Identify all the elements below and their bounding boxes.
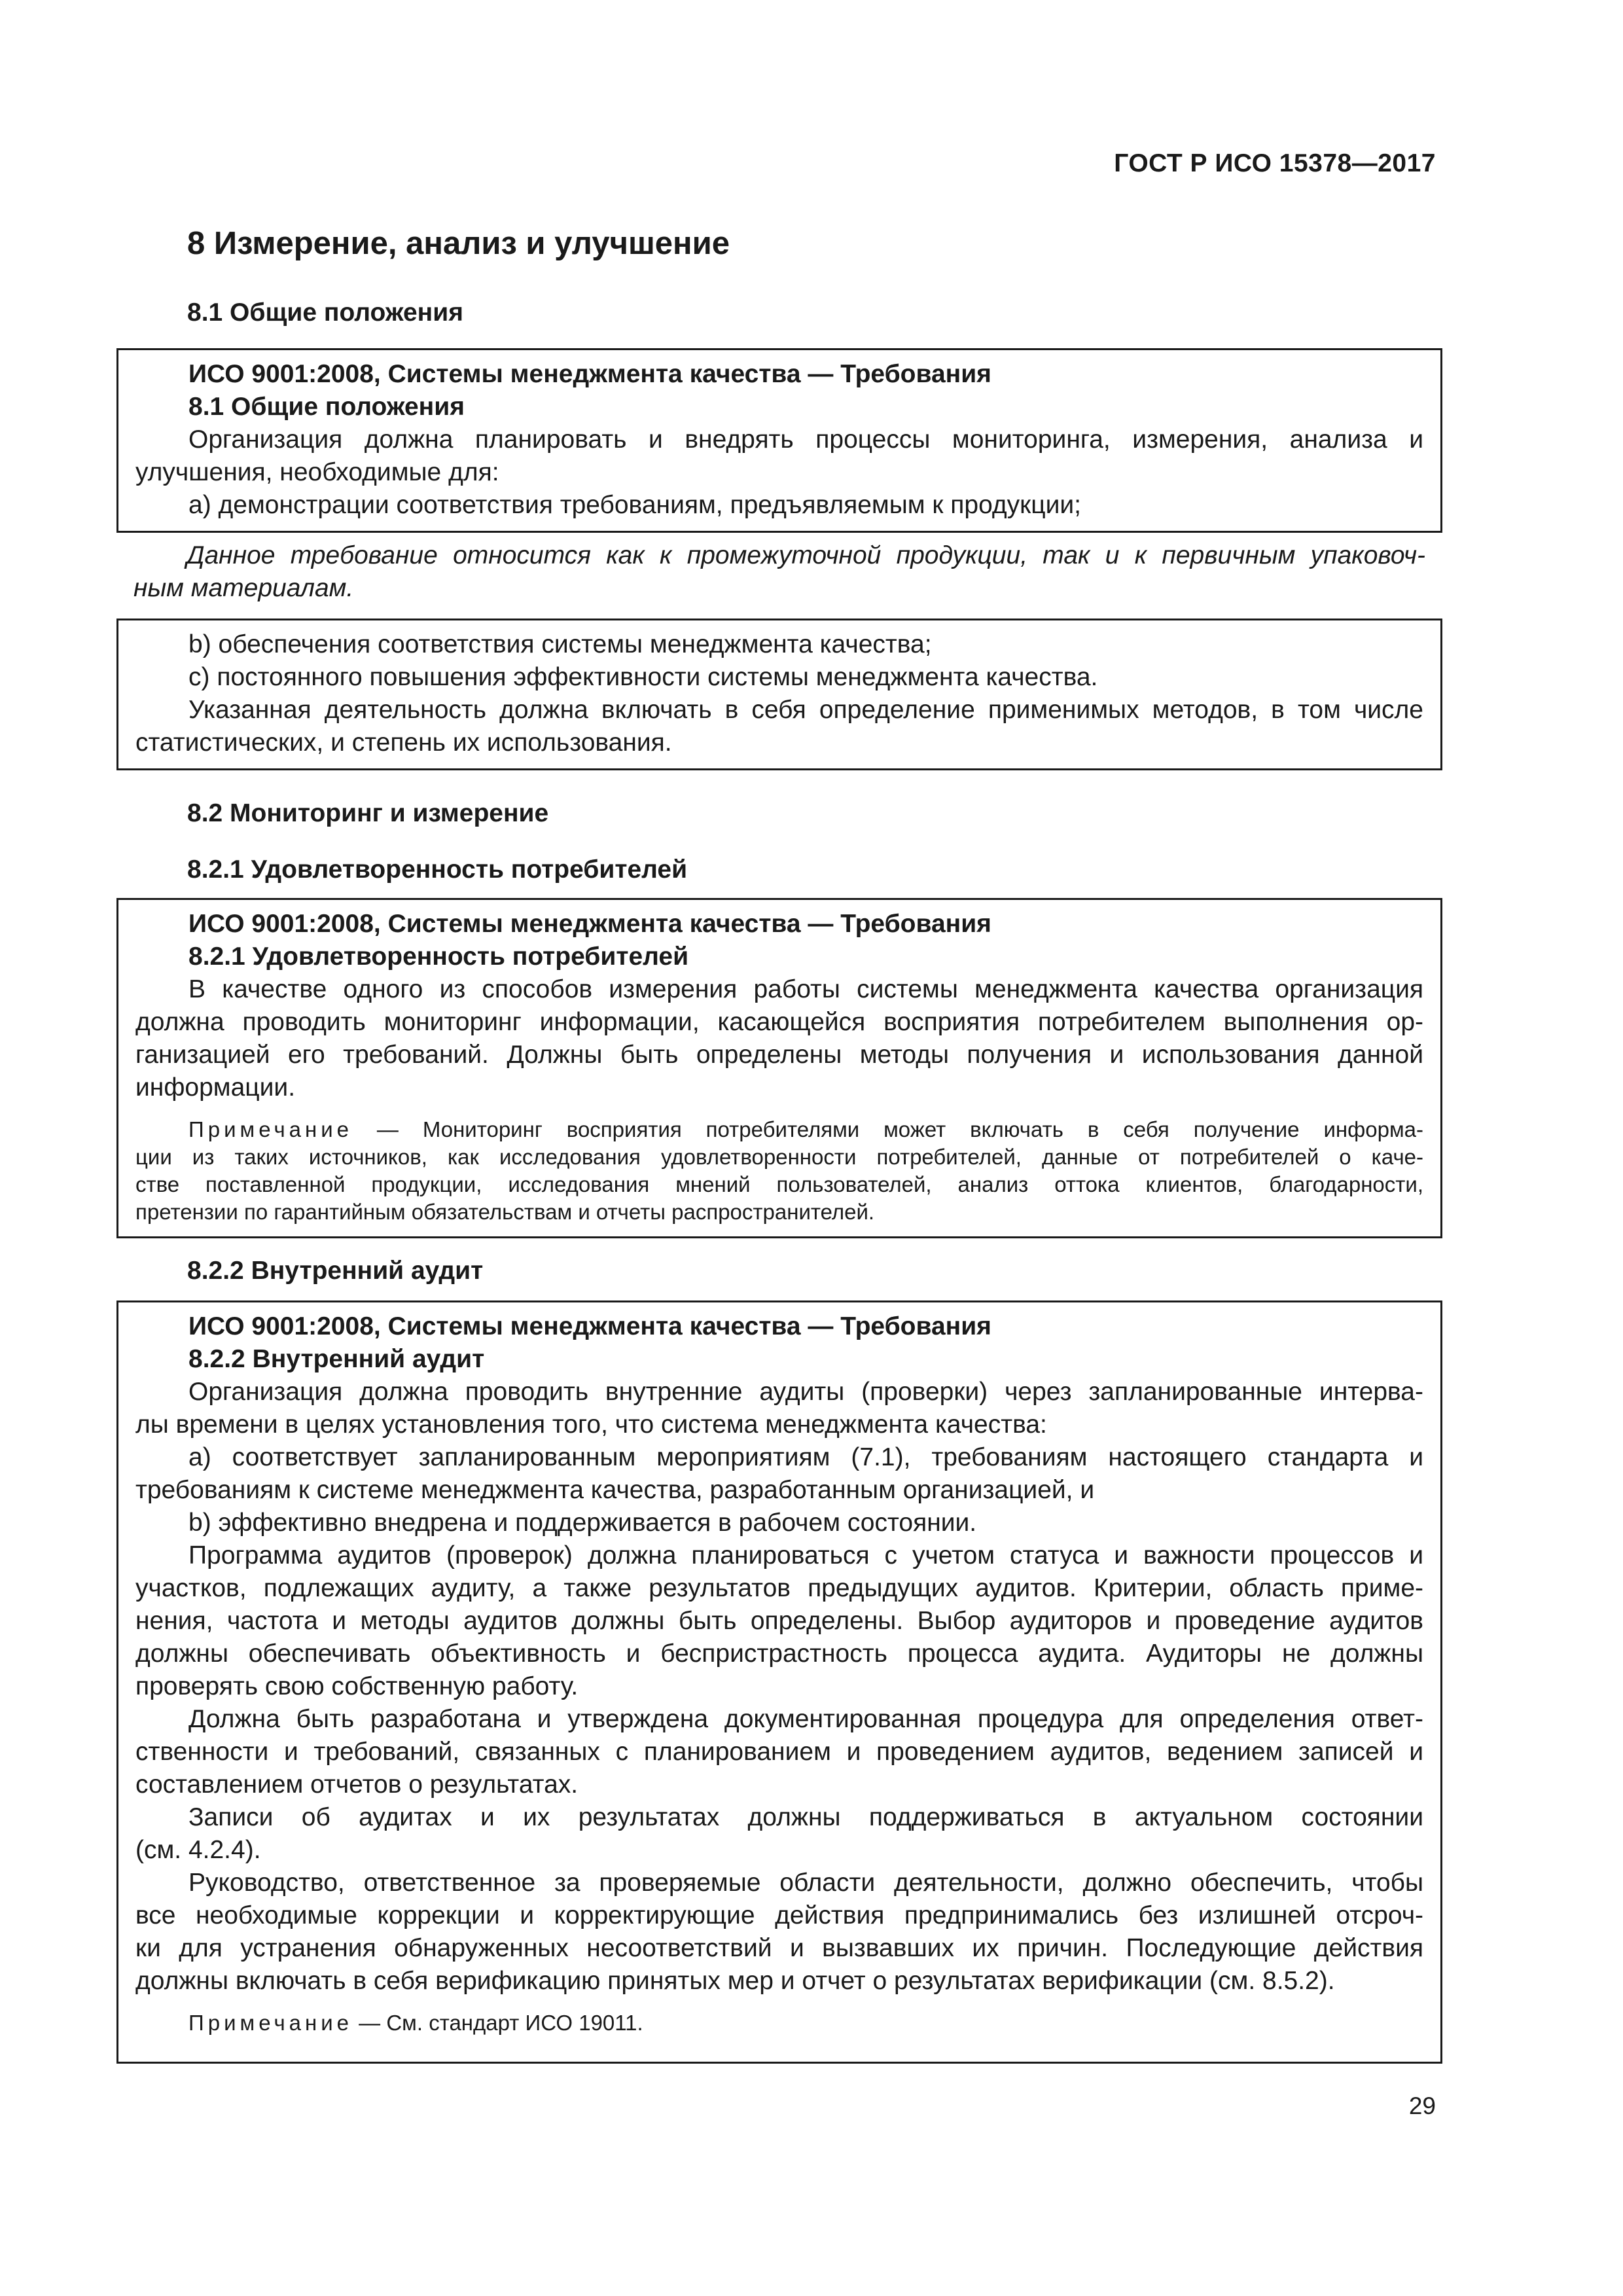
quote-paragraph-line: участков, подлежащих аудиту, а также результатов предыдущих аудитов. Критерии, область приме- — [135, 1574, 1423, 1602]
quote-paragraph-line: Указанная деятельность должна включать в себя определение применимых методов, в том числе — [188, 696, 1423, 724]
quote-heading: 8.2.2 Внутренний аудит — [188, 1345, 485, 1373]
quote-paragraph-line: должна проводить мониторинг информации, касающейся восприятия потребителем выполнения ор- — [135, 1008, 1423, 1036]
quote-box-8-2-2 — [116, 1300, 1442, 2064]
note-line — [135, 2009, 1423, 2037]
quote-paragraph-line: (см. 4.2.4). — [135, 1836, 261, 1864]
subsection-heading-8-2-2: 8.2.2 Внутренний аудит — [187, 1257, 484, 1285]
note-line — [135, 1116, 1423, 1143]
quote-paragraph-line: Организация должна проводить внутренние аудиты (проверки) через запланированные интерва- — [188, 1378, 1423, 1406]
note-text: — См. стандарт ИСО 19011. — [353, 2011, 643, 2035]
note-label: Примечание — [188, 2011, 353, 2035]
quote-paragraph-line: нения, частота и методы аудитов должны быть определены. Выбор аудиторов и проведение аудитов — [135, 1607, 1423, 1635]
quote-paragraph-line: требованиям к системе менеджмента качества, разработанным организацией, и — [135, 1476, 1095, 1504]
note-line: ции из таких источников, как исследования удовлетворенности потребителей, данные от потребителей о каче- — [135, 1145, 1423, 1169]
note-label: Примечание — [188, 1117, 353, 1141]
quote-source: ИСО 9001:2008, Системы менеджмента качества — Требования — [188, 1312, 991, 1340]
subsection-heading-8-2-1: 8.2.1 Удовлетворенность потребителей — [187, 855, 688, 884]
quote-box-8-1-continued — [116, 619, 1442, 770]
note-text: — Мониторинг восприятия потребителями может включать в себя получение информа- — [353, 1117, 1423, 1141]
quote-paragraph-line: должны включать в себя верификацию принятых мер и отчет о результатах верификации (см. 8.5.2). — [135, 1967, 1335, 1995]
quote-heading: 8.2.1 Удовлетворенность потребителей — [188, 942, 689, 971]
quote-paragraph-line: составлением отчетов о результатах. — [135, 1770, 579, 1799]
quote-paragraph-line: a) соответствует запланированным мероприятиям (7.1), требованиям настоящего стандарта и — [188, 1443, 1423, 1471]
note-line: стве поставленной продукции, исследования мнений пользователей, анализ оттока клиентов, благодарности, — [135, 1172, 1423, 1196]
note-line: претензии по гарантийным обязательствам и отчеты распространителей. — [135, 1200, 875, 1224]
comment-line: ным материалам. — [134, 574, 354, 602]
section-title: 8 Измерение, анализ и улучшение — [187, 226, 730, 261]
quote-paragraph-line: Организация должна планировать и внедрять процессы мониторинга, измерения, анализа и — [188, 425, 1423, 454]
quote-paragraph-line: Руководство, ответственное за проверяемые области деятельности, должно обеспечить, чтобы — [188, 1869, 1423, 1897]
page-number: 29 — [1408, 2092, 1436, 2119]
quote-list-item: a) демонстрации соответствия требованиям, предъявляемым к продукции; — [188, 491, 1081, 519]
note-block — [135, 2009, 1423, 2037]
quote-paragraph-line: ственности и требований, связанных с планированием и проведением аудитов, ведением записей и — [135, 1738, 1423, 1766]
quote-paragraph-line: должны обеспечивать объективность и беспристрастность процесса аудита. Аудиторы не должны — [135, 1640, 1423, 1668]
quote-list-item: b) эффективно внедрена и поддерживается в рабочем состоянии. — [188, 1509, 977, 1537]
quote-source: ИСО 9001:2008, Системы менеджмента качества — Требования — [188, 360, 991, 388]
requirement-comment — [134, 539, 1425, 605]
quote-paragraph-line: проверять свою собственную работу. — [135, 1672, 579, 1700]
quote-source: ИСО 9001:2008, Системы менеджмента качества — Требования — [188, 910, 991, 938]
quote-list-item: b) обеспечения соответствия системы менеджмента качества; — [188, 630, 932, 658]
quote-paragraph-line: статистических, и степень их использования. — [135, 728, 672, 757]
quote-box-8-2-1 — [116, 898, 1442, 1238]
quote-paragraph-line: Программа аудитов (проверок) должна планироваться с учетом статуса и важности процессов и — [188, 1541, 1423, 1570]
quote-paragraph-line: В качестве одного из способов измерения работы системы менеджмента качества организация — [188, 975, 1423, 1003]
quote-paragraph-line: улучшения, необходимые для: — [135, 458, 499, 486]
comment-line: Данное требование относится как к промежуточной продукции, так и к первичным упаковоч- — [187, 541, 1425, 569]
subsection-heading-8-1: 8.1 Общие положения — [187, 298, 463, 327]
quote-paragraph-line: лы времени в целях установления того, что система менеджмента качества: — [135, 1410, 1047, 1439]
quote-paragraph-line: все необходимые коррекции и корректирующие действия предпринимались без излишней отсроч- — [135, 1901, 1423, 1929]
quote-list-item: c) постоянного повышения эффективности системы менеджмента качества. — [188, 663, 1098, 691]
quote-paragraph-line: информации. — [135, 1073, 296, 1102]
quote-paragraph-line: Записи об аудитах и их результатах должны поддерживаться в актуальном состоянии — [188, 1803, 1423, 1831]
quote-heading: 8.1 Общие положения — [188, 393, 465, 421]
quote-paragraph-line: ганизацией его требований. Должны быть определены методы получения и использования данной — [135, 1041, 1423, 1069]
note-block — [135, 1116, 1423, 1226]
quote-paragraph-line: Должна быть разработана и утверждена документированная процедура для определения ответ- — [188, 1705, 1423, 1733]
document-code: ГОСТ Р ИСО 15378—2017 — [1114, 149, 1436, 177]
subsection-heading-8-2: 8.2 Мониторинг и измерение — [187, 799, 549, 827]
quote-paragraph-line: ки для устранения обнаруженных несоответствий и вызвавших их причин. Последующие действия — [135, 1934, 1423, 1962]
quote-box-8-1 — [116, 348, 1442, 533]
